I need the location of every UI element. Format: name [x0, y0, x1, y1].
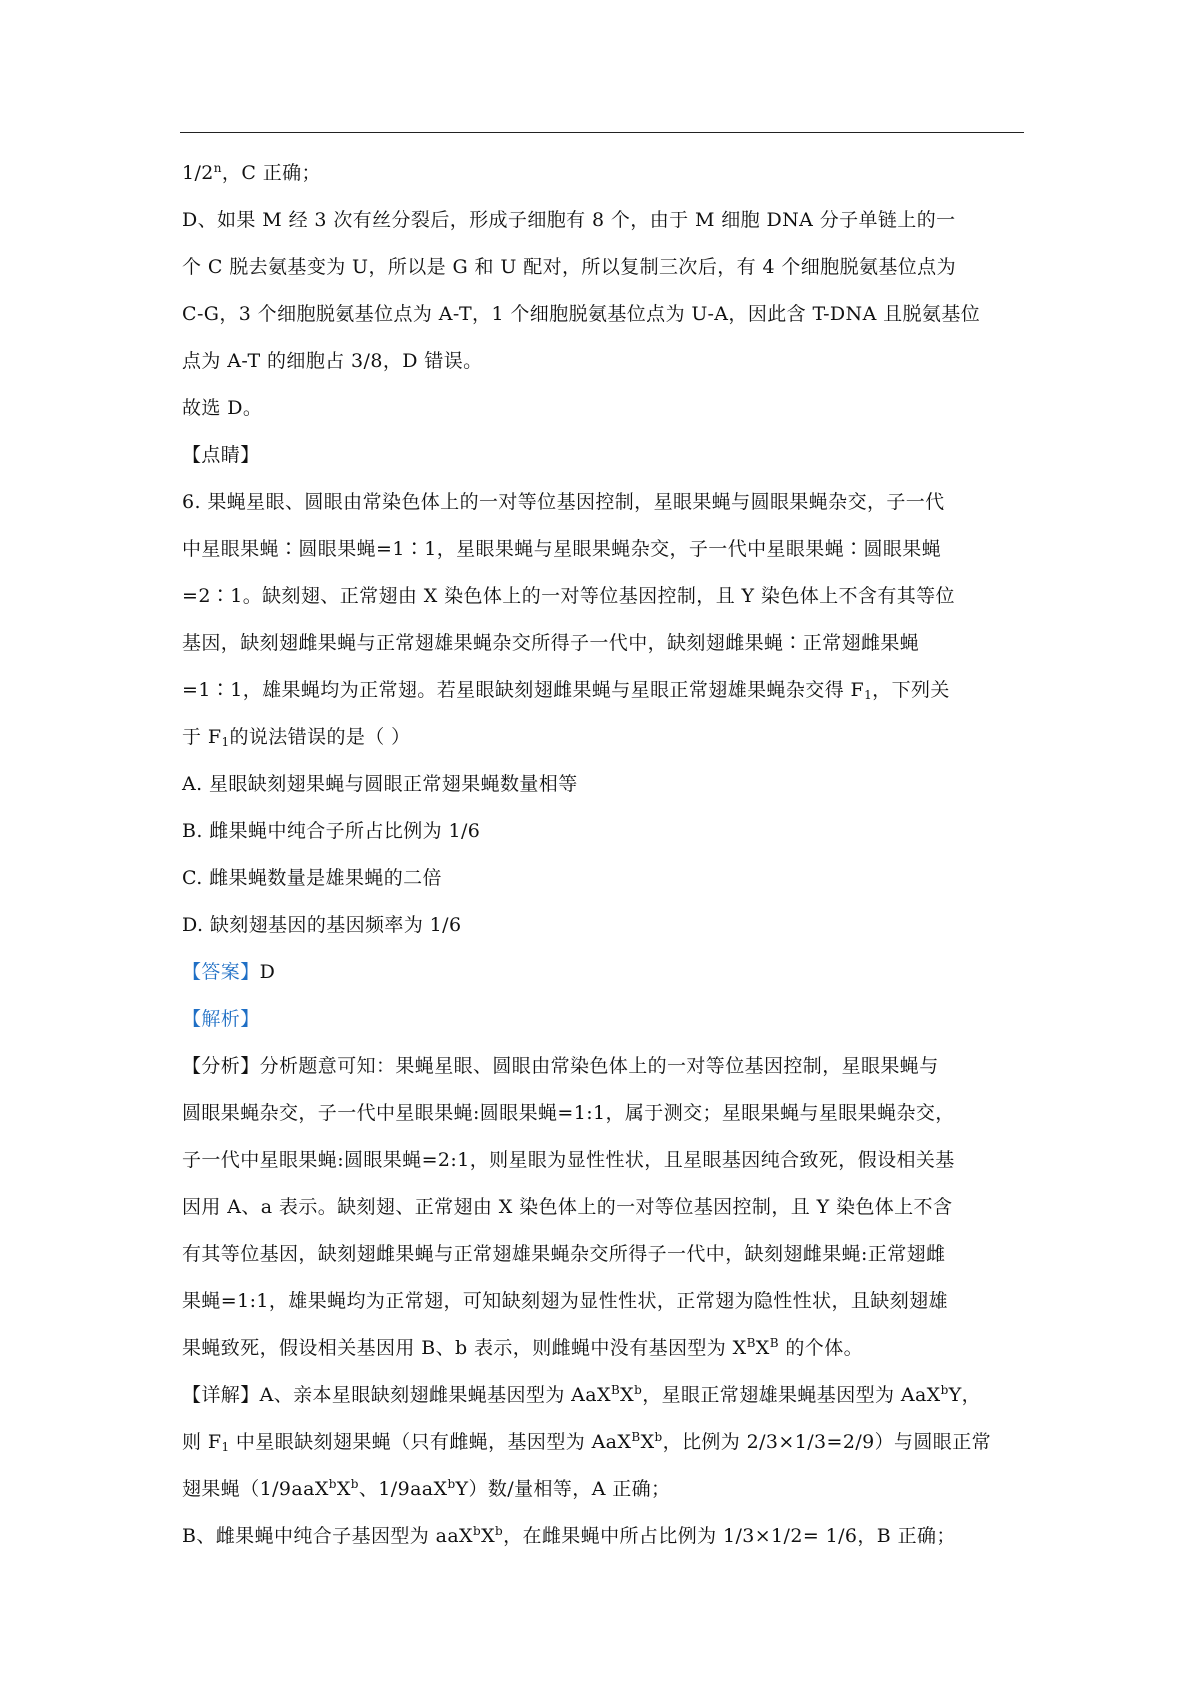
- superscript: B: [610, 1383, 621, 1397]
- subscript: 1: [864, 688, 873, 702]
- text-segment: 子一代中星眼果蝇:圆眼果蝇=2:1，则星眼为显性性状，且星眼基因纯合致死，假设相关基: [182, 1149, 955, 1171]
- text-line: [182, 667, 1024, 714]
- text-segment: 中星眼缺刻翅果蝇（只有雌蝇，基因型为 AaX: [229, 1431, 632, 1453]
- text-segment: 【详解】A、亲本星眼缺刻翅雌果蝇基因型为 AaX: [182, 1384, 611, 1406]
- text-line: [182, 526, 1024, 573]
- superscript: B: [631, 1430, 641, 1444]
- text-line: [182, 573, 1024, 620]
- text-line: [182, 291, 1024, 338]
- text-line: [182, 1278, 1024, 1325]
- text-segment: 的说法错误的是（ ）: [229, 726, 411, 748]
- text-segment: Y，: [948, 1384, 982, 1406]
- text-segment: 故选 D。: [182, 397, 263, 419]
- text-segment: B. 雌果蝇中纯合子所占比例为 1/6: [182, 820, 481, 842]
- superscript: b: [495, 1524, 504, 1538]
- superscript: B: [769, 1336, 779, 1350]
- text-line: [182, 479, 1024, 526]
- text-segment: A. 星眼缺刻翅果蝇与圆眼正常翅果蝇数量相等: [182, 773, 578, 795]
- text-line: [182, 855, 1024, 902]
- text-segment: ，C 正确；: [221, 162, 321, 184]
- text-segment: 因用 A、a 表示。缺刻翅、正常翅由 X 染色体上的一对等位基因控制，且 Y 染色体上不含: [182, 1196, 953, 1218]
- text-segment: ，在雌果蝇中所占比例为 1/3×1/2= 1/6，B 正确；: [503, 1525, 956, 1547]
- text-segment: 果蝇=1:1，雄果蝇均为正常翅，可知缺刻翅为显性性状，正常翅为隐性性状，且缺刻翅雄: [182, 1290, 948, 1312]
- text-segment: 果蝇致死，假设相关基因用 B、b 表示，则雌蝇中没有基因型为 X: [182, 1337, 747, 1359]
- text-line: [182, 1184, 1024, 1231]
- text-segment: 圆眼果蝇杂交，子一代中星眼果蝇:圆眼果蝇=1:1，属于测交；星眼果蝇与星眼果蝇杂交，: [182, 1102, 955, 1124]
- text-line: [182, 902, 1024, 949]
- text-segment: 、1/9aaX: [358, 1478, 448, 1500]
- text-segment: =2∶1。缺刻翅、正常翅由 X 染色体上的一对等位基因控制，且 Y 染色体上不含有其等位: [182, 585, 955, 607]
- text-segment: ，星眼正常翅雄果蝇基因型为 AaX: [642, 1384, 941, 1406]
- text-segment: 【分析】分析题意可知：果蝇星眼、圆眼由常染色体上的一对等位基因控制，星眼果蝇与: [182, 1055, 939, 1077]
- text-segment: ，比例为 2/3×1/3=2/9）与圆眼正常: [662, 1431, 992, 1453]
- superscript: b: [350, 1477, 359, 1491]
- superscript: b: [940, 1383, 949, 1397]
- text-segment: C. 雌果蝇数量是雄果蝇的二倍: [182, 867, 442, 889]
- text-line: [182, 244, 1024, 291]
- text-line: [182, 1137, 1024, 1184]
- text-segment: C-G，3 个细胞脱氨基位点为 A-T，1 个细胞脱氨基位点为 U-A，因此含 T-DNA 且脱氨基位: [182, 303, 981, 325]
- superscript: b: [472, 1524, 482, 1538]
- subscript: 1: [221, 735, 230, 749]
- text-segment: X: [336, 1478, 351, 1500]
- text-segment: 于 F: [182, 726, 222, 748]
- text-line: [182, 432, 1024, 479]
- text-segment: X: [640, 1431, 655, 1453]
- text-line: [182, 1090, 1024, 1137]
- text-line: [182, 996, 1024, 1043]
- text-segment: 1/2: [182, 162, 214, 184]
- superscript: b: [328, 1477, 337, 1491]
- text-segment: 则 F: [182, 1431, 222, 1453]
- text-segment: X: [755, 1337, 770, 1359]
- text-segment: D. 缺刻翅基因的基因频率为 1/6: [182, 914, 462, 936]
- text-line: [182, 761, 1024, 808]
- text-line: [182, 1043, 1024, 1090]
- text-segment: 【解析】: [182, 1008, 260, 1030]
- superscript: n: [213, 161, 222, 175]
- text-line: [182, 808, 1024, 855]
- text-line: [182, 197, 1024, 244]
- document-body: [182, 150, 1024, 1560]
- text-segment: ，下列关: [872, 679, 950, 701]
- text-segment: 翅果蝇（1/9aaX: [182, 1478, 329, 1500]
- text-segment: X: [481, 1525, 496, 1547]
- text-line: [182, 1325, 1024, 1372]
- text-segment: 【点睛】: [182, 444, 260, 466]
- text-segment: X: [620, 1384, 635, 1406]
- text-segment: B、雌果蝇中纯合子基因型为 aaX: [182, 1525, 473, 1547]
- superscript: b: [654, 1430, 663, 1444]
- text-line: [182, 714, 1024, 761]
- text-line: [182, 1419, 1024, 1466]
- text-line: [182, 1513, 1024, 1560]
- text-segment: 6. 果蝇星眼、圆眼由常染色体上的一对等位基因控制，星眼果蝇与圆眼果蝇杂交，子一代: [182, 491, 945, 513]
- text-line: [182, 1372, 1024, 1419]
- text-segment: 中星眼果蝇∶圆眼果蝇=1∶1，星眼果蝇与星眼果蝇杂交，子一代中星眼果蝇∶圆眼果蝇: [182, 538, 942, 560]
- text-segment: Y）数/量相等，A 正确；: [455, 1478, 671, 1500]
- text-line: [182, 1466, 1024, 1513]
- text-line: [182, 150, 1024, 197]
- text-line: [182, 620, 1024, 667]
- text-line: [182, 949, 1024, 996]
- text-segment: 【答案】: [182, 961, 260, 983]
- text-segment: D: [259, 961, 276, 983]
- superscript: b: [634, 1383, 643, 1397]
- text-segment: =1∶1，雄果蝇均为正常翅。若星眼缺刻翅雌果蝇与星眼正常翅雄果蝇杂交得 F: [182, 679, 865, 701]
- text-line: [182, 1231, 1024, 1278]
- superscript: B: [746, 1336, 756, 1350]
- text-segment: 个 C 脱去氨基变为 U，所以是 G 和 U 配对，所以复制三次后，有 4 个细胞脱氨基位点为: [182, 256, 956, 278]
- superscript: b: [447, 1477, 456, 1491]
- text-line: [182, 385, 1024, 432]
- text-line: [182, 338, 1024, 385]
- text-segment: 的个体。: [778, 1337, 863, 1359]
- text-segment: 点为 A-T 的细胞占 3/8，D 错误。: [182, 350, 483, 372]
- header-rule: [180, 132, 1024, 133]
- text-segment: D、如果 M 经 3 次有丝分裂后，形成子细胞有 8 个，由于 M 细胞 DNA 分子单链上的一: [182, 209, 956, 231]
- subscript: 1: [221, 1440, 230, 1454]
- text-segment: 基因，缺刻翅雌果蝇与正常翅雄果蝇杂交所得子一代中，缺刻翅雌果蝇∶正常翅雌果蝇: [182, 632, 920, 654]
- text-segment: 有其等位基因，缺刻翅雌果蝇与正常翅雄果蝇杂交所得子一代中，缺刻翅雌果蝇:正常翅雌: [182, 1243, 946, 1265]
